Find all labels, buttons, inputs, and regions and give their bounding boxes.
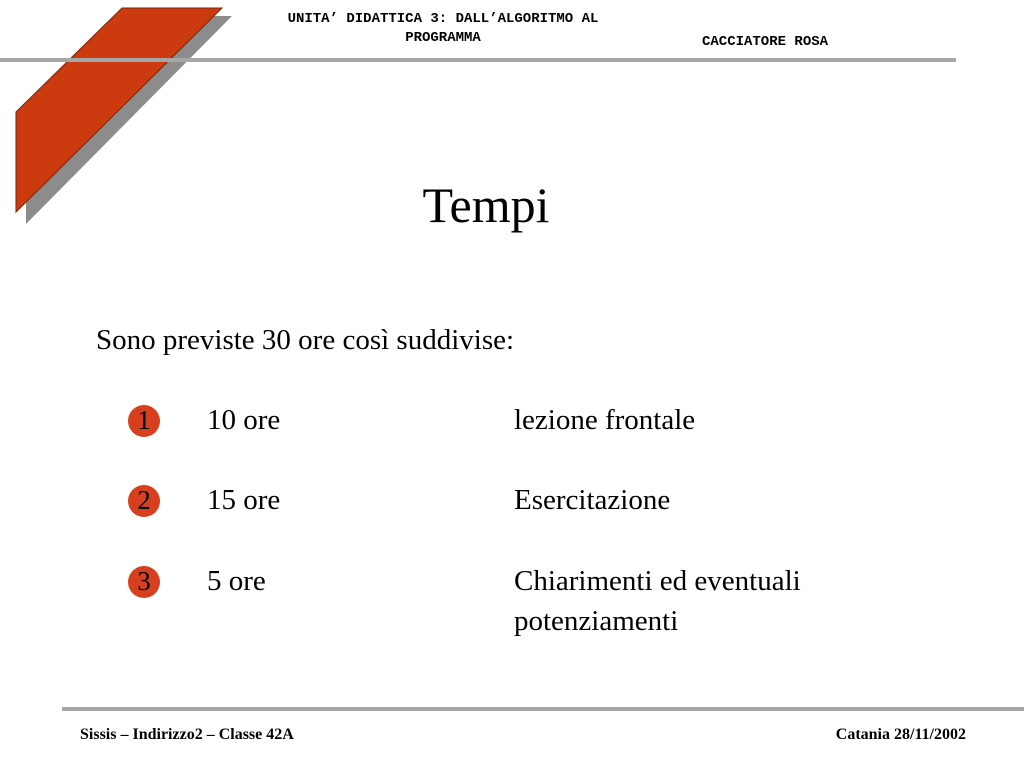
hours-label: 10 ore <box>207 404 281 436</box>
activity-line1: Esercitazione <box>514 484 671 516</box>
header-title <box>238 10 648 48</box>
activity-label <box>514 561 934 641</box>
header-divider <box>0 58 956 62</box>
footer-date: Catania 28/11/2002 <box>835 726 966 743</box>
activity-label <box>514 400 934 440</box>
header-author: CACCIATORE ROSA <box>702 34 829 50</box>
intro-text: Sono previste 30 ore così suddivise: <box>96 324 515 356</box>
header-title-line1: UNITA’ DIDATTICA 3: DALL’ALGORITMO AL <box>287 11 599 27</box>
footer-divider <box>62 707 1024 711</box>
list-item <box>0 400 1024 480</box>
activity-line2: potenziamenti <box>514 605 679 637</box>
number-badge-label: 2 <box>137 485 151 515</box>
header-title-line2: PROGRAMMA <box>405 30 481 46</box>
list-item <box>0 480 1024 560</box>
slide-title: Tempi <box>422 177 550 233</box>
number-badge <box>128 485 160 517</box>
hours-label: 5 ore <box>207 565 266 597</box>
number-badge-label: 1 <box>137 405 151 435</box>
activity-line1: Chiarimenti ed eventuali <box>514 565 801 597</box>
number-badge <box>128 405 160 437</box>
list-item <box>0 561 1024 651</box>
footer-course: Sissis – Indirizzo2 – Classe 42A <box>80 726 294 743</box>
hours-label: 15 ore <box>207 484 281 516</box>
number-badge-label: 3 <box>137 566 151 596</box>
number-badge <box>128 566 160 598</box>
activity-label <box>514 480 934 520</box>
activity-line1: lezione frontale <box>514 404 696 436</box>
